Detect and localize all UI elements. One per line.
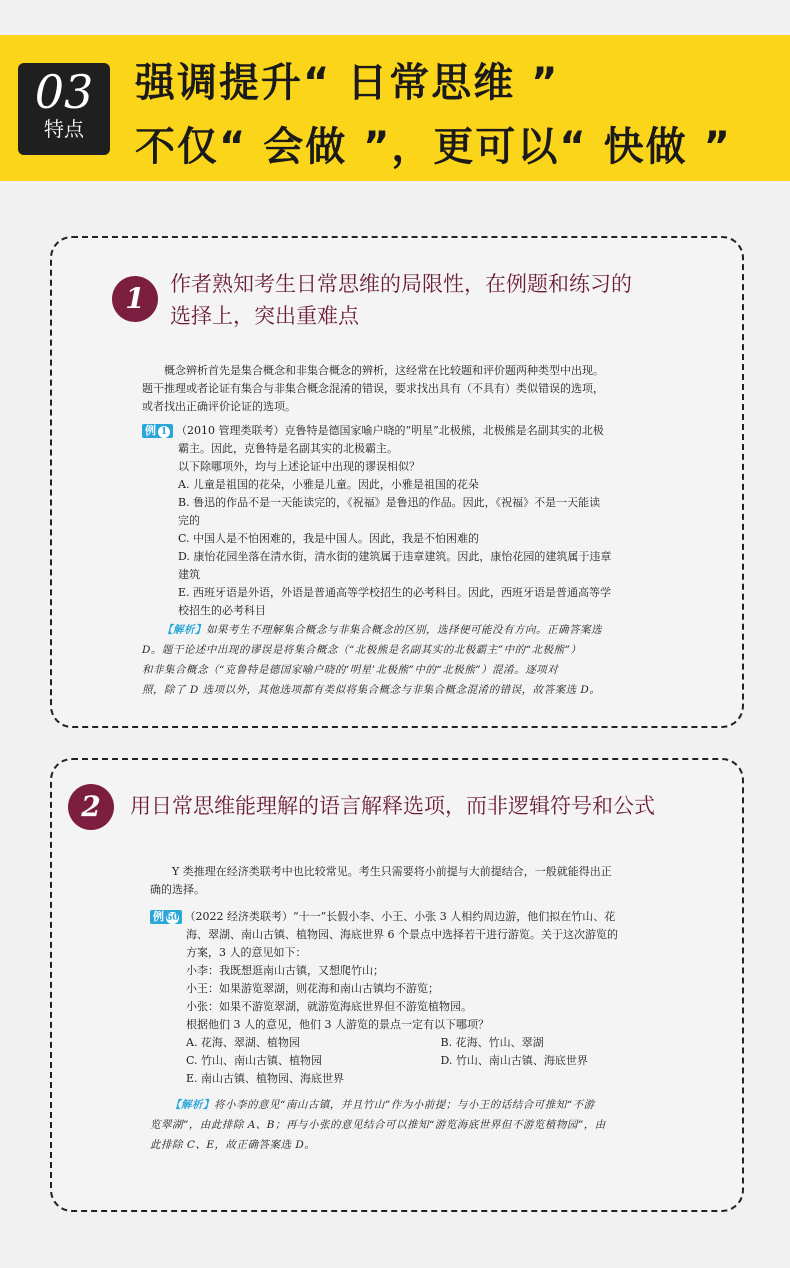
question-line: 小王：如果游览翠湖，则花海和南山古镇均不游览； (186, 982, 439, 995)
analysis-line (142, 620, 672, 640)
options-list (150, 1034, 695, 1088)
example-block-2 (150, 908, 695, 1088)
option-row (186, 1034, 695, 1052)
analysis-tag: 【解析】 (170, 1099, 214, 1111)
analysis-line (150, 1095, 695, 1115)
option-e: E. 南山古镇、植物园、海底世界 (186, 1072, 345, 1085)
intro-line: Y 类推理在经济类联考中也比较常见。考生只需要将小前提与大前提结合，一般就能得出正 (172, 865, 612, 878)
analysis-line: 此排除 C、E，故正确答案选 D。 (150, 1139, 316, 1151)
question-line (150, 908, 695, 926)
option-d-continued: 建筑 (178, 568, 200, 581)
option-d: D. 竹山、南山古镇、海底世界 (440, 1054, 588, 1067)
intro-line: 或者找出正确评价论证的选项。 (142, 400, 296, 413)
example-tag (150, 910, 182, 924)
option-a: A. 儿童是祖国的花朵，小雅是儿童。因此，小雅是祖国的花朵 (178, 478, 479, 491)
option-b: B. 鲁迅的作品不是一天能读完的，《祝福》是鲁迅的作品。因此，《祝福》不是一天能读 (178, 496, 601, 509)
question-line: 小张：如果不游览翠湖，就游览海底世界但不游览植物园。 (186, 1000, 472, 1013)
example-tag-label: 例 (145, 424, 156, 437)
header-banner (0, 35, 790, 181)
question-line: 方案，3 人的意见如下： (186, 946, 307, 959)
question-line: 根据他们 3 人的意见，他们 3 人游览的景点一定有以下哪项？ (186, 1018, 489, 1031)
intro-line: 题干推理或者论证有集合与非集合概念混淆的错误，要求找出具有（不具有）类似错误的选项， (142, 382, 604, 395)
analysis-line: D。题干论述中出现的谬误是将集合概念（“北极熊是名副其实的北极霸主”中的“北极熊”） (142, 644, 582, 656)
options-list (142, 476, 672, 620)
section-card-1 (50, 236, 744, 728)
badge-label: 特点 (44, 117, 84, 141)
example-number: 60 (166, 913, 179, 923)
option-row (186, 1052, 695, 1070)
example-block-1 (142, 422, 672, 620)
intro-paragraph (142, 362, 662, 416)
option-b-continued: 完的 (178, 514, 200, 527)
question-line: 小李：我既想逛南山古镇，又想爬竹山； (186, 964, 384, 977)
section-title-2: 用日常思维能理解的语言解释选项，而非逻辑符号和公式 (130, 794, 655, 818)
option-d: D. 康怡花园坐落在清水街，清水街的建筑属于违章建筑。因此，康怡花园的建筑属于违章 (178, 550, 612, 563)
option-e-continued: 校招生的必考科目 (178, 604, 266, 617)
intro-line: 概念辨析首先是集合概念和非集合概念的辨析，这经常在比较题和评价题两种类型中出现。 (164, 364, 604, 377)
section-number-2: 2 (68, 784, 114, 830)
section-title-line: 作者熟知考生日常思维的局限性，在例题和练习的 (170, 272, 632, 296)
analysis-block-2 (150, 1095, 695, 1155)
analysis-text: 将小李的意见“南山古镇，并且竹山”作为小前提；与小王的话结合可推知“不游 (214, 1099, 595, 1111)
example-number: 1 (158, 426, 170, 438)
option-b: B. 花海、竹山、翠湖 (440, 1036, 544, 1049)
feature-badge (18, 63, 110, 155)
question-text: （2010 管理类联考）克鲁特是德国家喻户晓的“明星”北极熊，北极熊是名副其实的北极 (176, 424, 604, 437)
option-row (186, 1070, 695, 1088)
question-line: 霸主。因此，克鲁特是名副其实的北极霸主。 (178, 442, 398, 455)
option-c: C. 竹山、南山古镇、植物园 (186, 1054, 323, 1067)
section-title-line: 选择上，突出重难点 (170, 304, 359, 328)
example-tag-label: 例 (153, 910, 164, 923)
analysis-tag: 【解析】 (162, 624, 206, 636)
intro-paragraph (150, 863, 690, 899)
option-c: C. 中国人是不怕困难的，我是中国人。因此，我是不怕困难的 (178, 532, 480, 545)
option-e: E. 西班牙语是外语，外语是普通高等学校招生的必考科目。因此，西班牙语是普通高等学 (178, 586, 612, 599)
question-line (142, 422, 672, 440)
analysis-line: 和非集合概念（“克鲁特是德国家喻户晓的‘明星’北极熊”中的“北极熊”）混淆。逐项对 (142, 664, 559, 676)
question-text: （2022 经济类联考）“十一”长假小李、小王、小张 3 人相约周边游，他们拟在竹山、花 (184, 910, 616, 923)
analysis-block-1 (142, 620, 672, 700)
section-card-2 (50, 758, 744, 1212)
example-tag (142, 424, 173, 438)
badge-number: 03 (34, 65, 94, 119)
headline-line-2: 不仅“ 会做 ”，更可以“ 快做 ” (135, 124, 732, 170)
intro-line: 确的选择。 (150, 883, 205, 896)
question-line: 海、翠湖、南山古镇、植物园、海底世界 6 个景点中选择若干进行游览。关于这次游览的 (186, 928, 618, 941)
section-number-1: 1 (112, 276, 158, 322)
analysis-text: 如果考生不理解集合概念与非集合概念的区别，选择便可能没有方向。正确答案选 (206, 624, 602, 636)
question-line: 以下除哪项外，均与上述论证中出现的谬误相似？ (178, 460, 420, 473)
analysis-line: 照，除了 D 选项以外，其他选项都有类似将集合概念与非集合概念混淆的错误，故答案选 D。 (142, 684, 601, 696)
section-title-1 (170, 268, 632, 332)
analysis-line: 览翠湖”，由此排除 A、B；再与小张的意见结合可以推知“游览海底世界但不游览植物园”，由 (150, 1119, 606, 1131)
option-a: A. 花海、翠湖、植物园 (186, 1036, 300, 1049)
headline-line-1: 强调提升“ 日常思维 ” (135, 60, 560, 106)
